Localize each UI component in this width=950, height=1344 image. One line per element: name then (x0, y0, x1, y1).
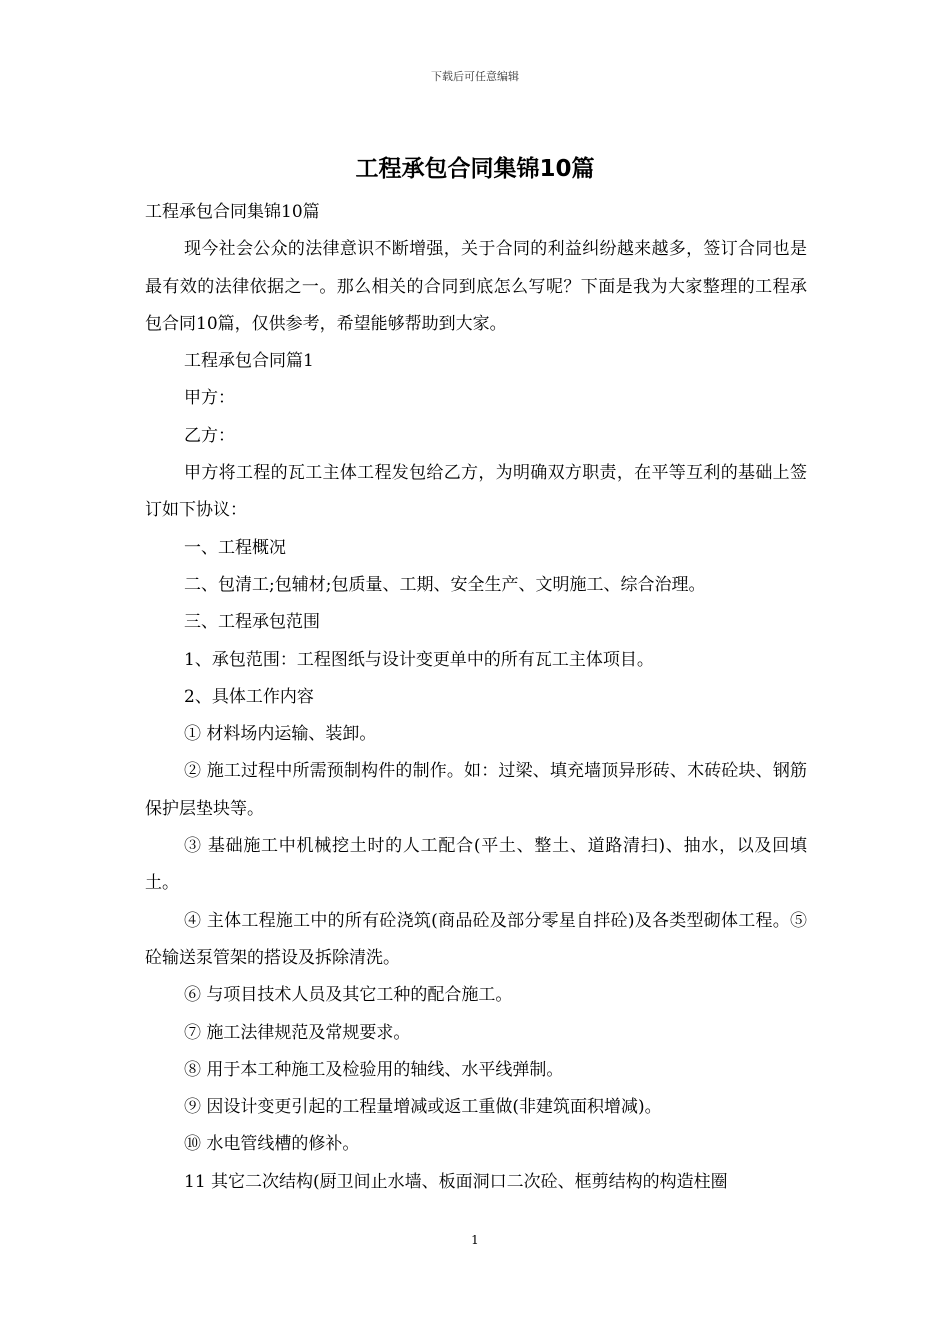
party-b-line: 乙方： (184, 425, 235, 446)
clause-heading: 三、工程承包范围 (184, 612, 320, 633)
party-a-line: 甲方： (184, 388, 235, 409)
paragraph: 现今社会公众的法律意识不断增强，关于合同的利益纠纷越来越多，签订合同也是最有效的法律依据之一。那么相关的合同到底怎么写呢？下面是我为大家整理的工程承包合同10篇，仅供参考，希望能够帮助到大家。 (145, 239, 807, 334)
work-item: ② 施工过程中所需预制构件的制作。如：过梁、填充墙顶异形砖、木砖砼块、钢筋保护层垫块等。 (145, 761, 807, 819)
document-body (145, 194, 807, 1201)
paragraph: 工程承包合同集锦10篇 (145, 202, 320, 222)
work-item: ③ 基础施工中机械挖土时的人工配合(平土、整土、道路清扫)、抽水，以及回填土。 (145, 836, 807, 894)
page-number: 1 (471, 1233, 479, 1247)
clause-item: 1、承包范围：工程图纸与设计变更单中的所有瓦工主体项目。 (184, 649, 654, 670)
section-heading: 工程承包合同篇1 (184, 351, 314, 372)
paragraph: 甲方将工程的瓦工主体工程发包给乙方，为明确双方职责，在平等互利的基础上签订如下协议： (145, 463, 807, 521)
clause-item: 2、具体工作内容 (184, 686, 314, 707)
work-item: ⑦ 施工法律规范及常规要求。 (184, 1022, 411, 1043)
work-item: ⑩ 水电管线槽的修补。 (184, 1134, 360, 1155)
work-item: ① 材料场内运输、装卸。 (184, 724, 377, 745)
clause-heading: 二、包清工;包辅材;包质量、工期、安全生产、文明施工、综合治理。 (184, 574, 706, 595)
document-title: 工程承包合同集锦10篇 (355, 156, 595, 182)
work-item: ④ 主体工程施工中的所有砼浇筑(商品砼及部分零星自拌砼)及各类型砌体工程。⑤砼输送泵管架的搭设及拆除清洗。 (145, 910, 807, 968)
page-header-note: 下载后可任意编辑 (431, 70, 519, 83)
work-item: ⑥ 与项目技术人员及其它工种的配合施工。 (184, 985, 513, 1006)
work-item: ⑧ 用于本工种施工及检验用的轴线、水平线弹制。 (184, 1059, 564, 1080)
work-item: 11 其它二次结构(厨卫间止水墙、板面洞口二次砼、框剪结构的构造柱圈 (184, 1171, 728, 1192)
work-item: ⑨ 因设计变更引起的工程量增减或返工重做(非建筑面积增减)。 (184, 1097, 662, 1118)
clause-heading: 一、工程概况 (184, 537, 286, 558)
